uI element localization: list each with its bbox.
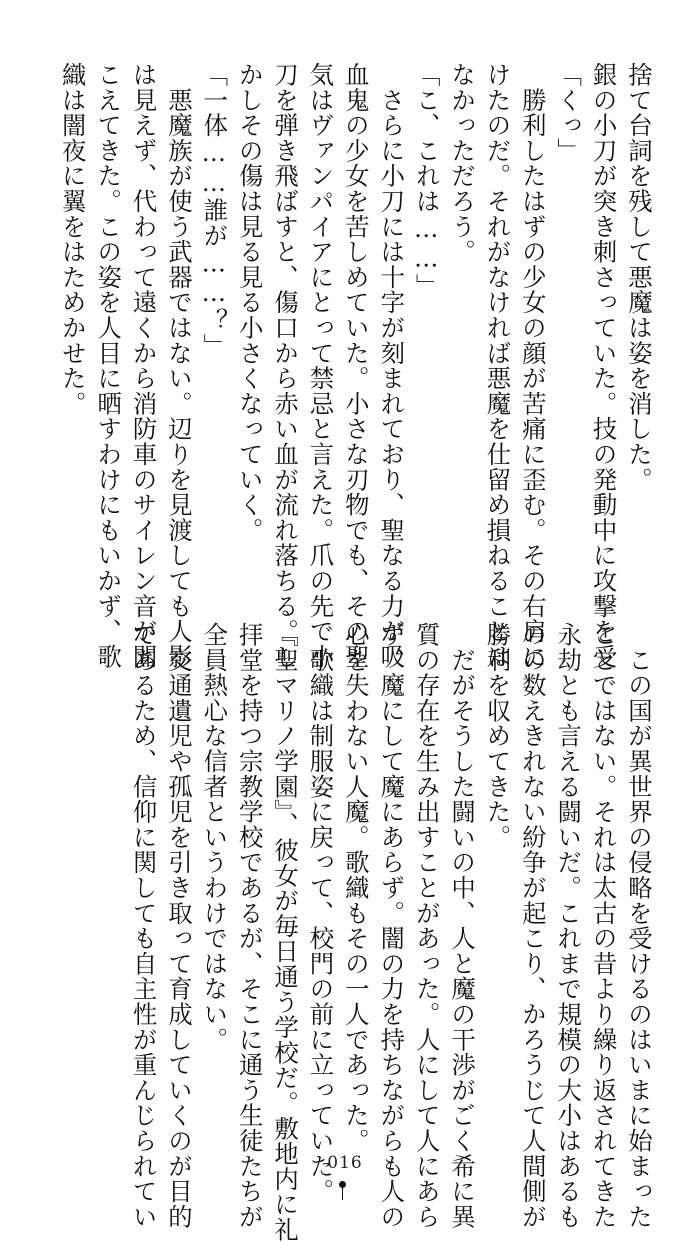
lower-text-block xyxy=(119,622,653,1242)
text-column: 織は闇夜に翼をはためかせた。 xyxy=(57,62,87,417)
folio-line-ornament xyxy=(342,1188,343,1200)
text-column: 全員熱心な信者というわけではない。 xyxy=(199,622,229,1053)
text-column: のの数えきれない紛争が起こり、かろうじて人間側が xyxy=(517,622,547,1230)
text-column: 『聖マリノ学園』、彼女が毎日通う学校だ。敷地内に礼 xyxy=(270,622,300,1242)
text-column: 質の存在を生み出すことがあった。人にして人にあら xyxy=(411,622,441,1230)
page-number: 016 xyxy=(327,1153,363,1173)
text-column: こえてきた。この姿を人目に晒すわけにもいかず、歌 xyxy=(93,62,123,670)
text-column: かしその傷は見る見る小さくなっていく。 xyxy=(234,62,264,543)
text-column: さらに小刀には十字が刻まれており、聖なる力が吸 xyxy=(376,62,406,670)
text-column: なかっただろう。 xyxy=(447,62,477,265)
text-column: ことではない。それは太古の昔より繰り返されてきた xyxy=(588,622,618,1230)
upper-text-block xyxy=(48,62,653,670)
text-column: この国が異世界の侵略を受けるのはいまに始まった xyxy=(624,622,653,1230)
text-column: だがそうした闘いの中、人と魔の干渉がごく希に異 xyxy=(447,622,477,1230)
text-column: 勝利を収めてきた。 xyxy=(482,622,512,850)
folio-dot-ornament xyxy=(339,1181,346,1188)
text-column: であるため、信仰に関しても自主性が重んじられてい xyxy=(128,622,158,1230)
text-column: 勝利したはずの少女の顔が苦痛に歪む。その右肩に xyxy=(517,62,547,670)
text-column: 気はヴァンパイアにとって禁忌と言えた。爪の先で小 xyxy=(305,62,335,670)
text-column: 血鬼の少女を苦しめていた。小さな刃物でも、その聖 xyxy=(340,62,370,670)
text-column: 銀の小刀が突き刺さっていた。技の発動中に攻撃を受 xyxy=(588,62,618,670)
text-column: けたのだ。それがなければ悪魔を仕留め損ねることは xyxy=(482,62,512,670)
text-column: ず、魔にして魔にあらず。闇の力を持ちながらも人の xyxy=(376,622,406,1230)
text-column: 拝堂を持つ宗教学校であるが、そこに通う生徒たちが xyxy=(234,622,264,1230)
text-column: 「一体……誰が……？」 xyxy=(199,62,229,359)
text-column: 歌織は制服姿に戻って、校門の前に立っていた。 xyxy=(305,622,335,1204)
text-column: 捨て台詞を残して悪魔は姿を消した。 xyxy=(624,62,653,493)
text-column: 心を失わない人魔。歌織もその一人であった。 xyxy=(340,622,370,1154)
text-column: 悪魔族が使う武器ではない。辺りを見渡しても人影 xyxy=(163,62,193,670)
text-column: 「くっ」 xyxy=(553,62,583,164)
text-column: 交通遺児や孤児を引き取って育成していくのが目的 xyxy=(163,622,193,1230)
text-column: は見えず、代わって遠くから消防車のサイレン音が聞 xyxy=(128,62,158,670)
text-column: 刀を弾き飛ばすと、傷口から赤い血が流れ落ちる。し xyxy=(270,62,300,670)
text-column: 永劫とも言える闘いだ。これまで規模の大小はあるも xyxy=(553,622,583,1230)
text-column: 「こ、これは……」 xyxy=(411,62,441,299)
